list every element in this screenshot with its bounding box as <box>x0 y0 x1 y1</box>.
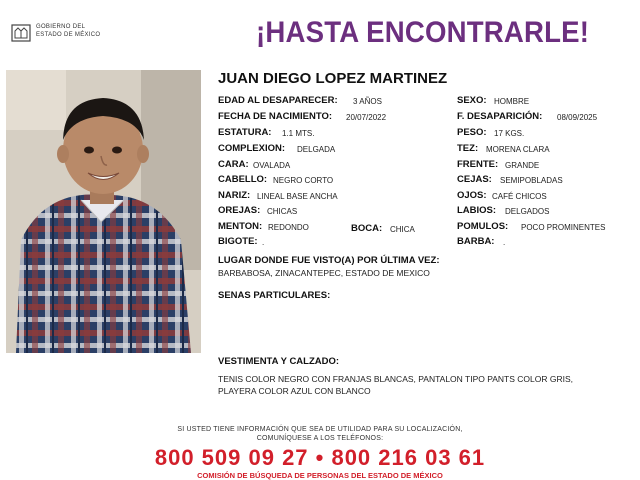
complexion-value: DELGADA <box>297 145 336 154</box>
tez-value: MORENA CLARA <box>486 145 550 154</box>
desaparicion-value: 08/09/2025 <box>557 113 598 122</box>
cara-value: OVALADA <box>253 161 291 170</box>
labios-label: LABIOS: <box>457 205 497 216</box>
complexion-label: COMPLEXION: <box>218 143 286 154</box>
barba-label: BARBA: <box>457 236 495 247</box>
cejas-value: SEMIPOBLADAS <box>500 176 563 185</box>
nacimiento-value: 20/07/2022 <box>346 113 387 122</box>
vestimenta-label: VESTIMENTA Y CALZADO: <box>218 356 340 367</box>
sexo-value: HOMBRE <box>494 97 530 106</box>
vestimenta-line-1: TENIS COLOR NEGRO CON FRANJAS BLANCAS, PANTALON TIPO PANTS COLOR GRIS, <box>218 374 574 384</box>
menton-label: MENTON: <box>218 221 263 232</box>
orejas-value: CHICAS <box>267 207 298 216</box>
coat-of-arms-icon <box>10 22 32 44</box>
boca-label: BOCA: <box>351 223 383 234</box>
estatura-value: 1.1 MTS. <box>282 129 315 138</box>
sexo-label: SEXO: <box>457 95 487 106</box>
contact-note-2: COMUNÍQUESE A LOS TELÉFONOS: <box>256 435 384 442</box>
pomulos-value: POCO PROMINENTES <box>521 223 606 232</box>
missing-person-photo <box>6 70 201 353</box>
orejas-label: OREJAS: <box>218 205 261 216</box>
nariz-value: LINEAL BASE ANCHA <box>257 192 338 201</box>
frente-value: GRANDE <box>505 161 540 170</box>
vestimenta-line-2: PLAYERA COLOR AZUL CON BLANCO <box>218 386 371 396</box>
pomulos-label: POMULOS: <box>457 221 509 232</box>
senas-label: SENAS PARTICULARES: <box>218 290 331 301</box>
labios-value: DELGADOS <box>505 207 550 216</box>
ojos-label: OJOS: <box>457 190 487 201</box>
phone-numbers: 800 509 09 27 • 800 216 03 61 <box>154 445 486 470</box>
logo-line-1: GOBIERNO DEL <box>36 24 86 30</box>
person-name: JUAN DIEGO LOPEZ MARTINEZ <box>218 70 448 87</box>
nacimiento-label: FECHA DE NACIMIENTO: <box>218 111 332 122</box>
desaparicion-label: F. DESAPARICIÓN: <box>457 111 543 122</box>
peso-label: PESO: <box>457 127 487 138</box>
government-logo <box>10 22 120 44</box>
frente-label: FRENTE: <box>457 159 499 170</box>
lugar-label: LUGAR DONDE FUE VISTO(A) POR ÚLTIMA VEZ: <box>218 255 440 266</box>
ojos-value: CAFÉ CHICOS <box>492 192 547 201</box>
edad-value: 3 AÑOS <box>353 97 382 106</box>
lugar-value: BARBABOSA, ZINACANTEPEC, ESTADO DE MEXICO <box>218 268 430 278</box>
barba-value: . <box>503 238 506 247</box>
cejas-label: CEJAS: <box>457 174 492 185</box>
cara-label: CARA: <box>218 159 249 170</box>
bigote-value: . <box>262 238 265 247</box>
menton-value: REDONDO <box>268 223 309 232</box>
edad-label: EDAD AL DESAPARECER: <box>218 95 338 106</box>
headline: ¡HASTA ENCONTRARLE! <box>256 16 590 49</box>
bigote-label: BIGOTE: <box>218 236 258 247</box>
tez-label: TEZ: <box>457 143 479 154</box>
contact-note-1: SI USTED TIENE INFORMACIÓN QUE SEA DE UTILIDAD PARA SU LOCALIZACIÓN, <box>177 426 463 433</box>
logo-line-2: ESTADO DE MÉXICO <box>36 32 101 38</box>
peso-value: 17 KGS. <box>494 129 525 138</box>
boca-value: CHICA <box>390 225 415 234</box>
cabello-value: NEGRO CORTO <box>273 176 334 185</box>
cabello-label: CABELLO: <box>218 174 268 185</box>
nariz-label: NARIZ: <box>218 190 251 201</box>
estatura-label: ESTATURA: <box>218 127 272 138</box>
commission-footer: COMISIÓN DE BÚSQUEDA DE PERSONAS DEL ESTADO DE MÉXICO <box>197 471 443 480</box>
